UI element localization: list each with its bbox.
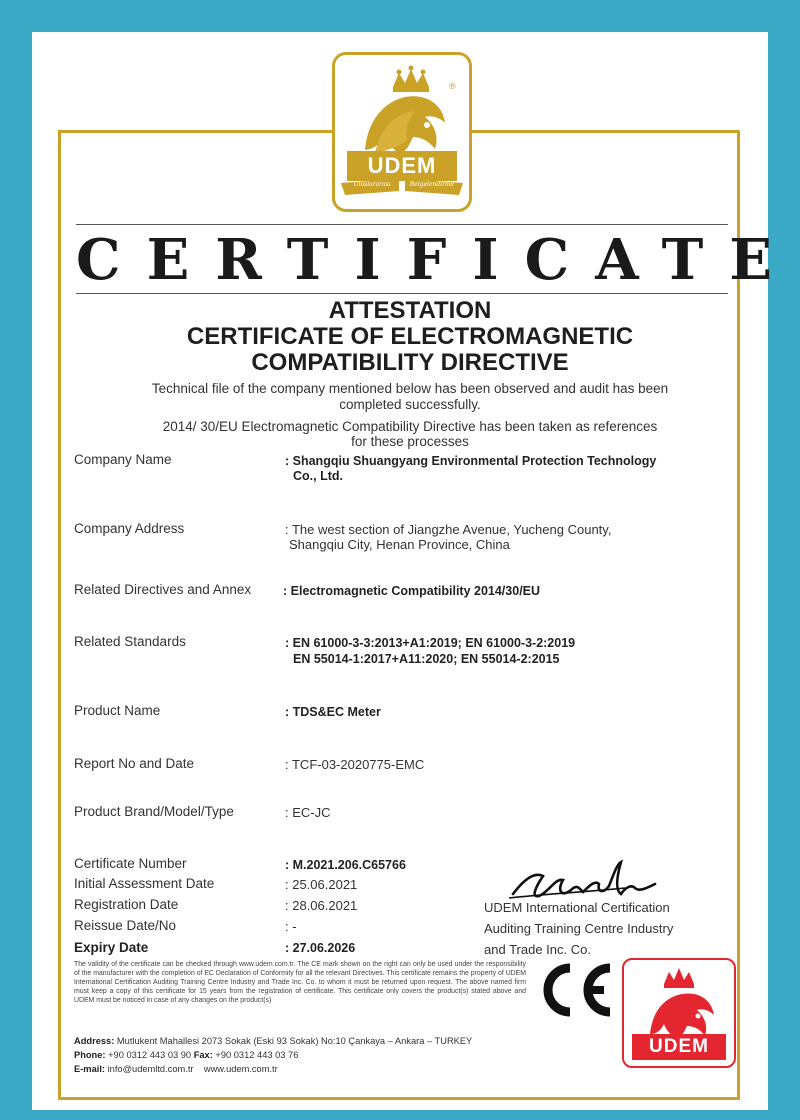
registration-date-label: Registration Date [74, 897, 179, 912]
product-name-value: : TDS&EC Meter [285, 705, 381, 719]
phone-label: Phone: [74, 1050, 106, 1060]
brand-model-value: : EC-JC [285, 805, 331, 820]
registration-date-value: : 28.06.2021 [285, 898, 358, 913]
title-rule-bottom [76, 293, 728, 294]
company-name-label: Company Name [74, 452, 172, 467]
heading-line-3: COMPATIBILITY DIRECTIVE [251, 349, 569, 376]
intro-line-1: Technical file of the company mentioned below has been observed and audit has been [151, 381, 669, 396]
expiry-label: Expiry Date [74, 940, 149, 955]
certificate-title: CERTIFICATE [76, 227, 798, 293]
logo-ribbon-right: Belgelendirme [409, 181, 455, 188]
address-value: Mutlukent Mahallesi 2073 Sokak (Eski 93 Sokak) No:10 Çankaya – Ankara – TURKEY [116, 1036, 473, 1046]
company-address-value-2: Shangqiu City, Henan Province, China [289, 537, 510, 552]
validity-fine-print: The validity of the certificate can be checked through www.udem.com.tr. The CE mark shown on the right can only be used under the responsibility of the manufacturer with the completion of EC Declaration of Conformity for all the relevant Directives. This certificate remains the property of UDEM International Certification Auditing Training Centre Industry and Trade Inc. Co. to whom it must be returned upon request. The above named firm must keep a copy of this certificate for 15 years from the registration of certificate. This certificate only covers the product(s) stated above and UDEM must be noticed in case of any changes on the product(s) [74, 961, 526, 1004]
email-value: info@udemltd.com.tr [107, 1064, 194, 1074]
contact-email-web [74, 1064, 278, 1074]
fax-value: +90 0312 443 03 76 [215, 1050, 299, 1060]
company-name-value-1: : Shangqiu Shuangyang Environmental Protection Technology [285, 454, 657, 468]
report-value: : TCF-03-2020775-EMC [285, 757, 425, 772]
standards-label: Related Standards [74, 634, 186, 649]
registered-mark: ® [449, 81, 456, 91]
address-label: Address: [74, 1036, 115, 1046]
directives-value: : Electromagnetic Compatibility 2014/30/EU [283, 584, 541, 598]
cert-number-label: Certificate Number [74, 856, 187, 871]
company-address-value-1: : The west section of Jiangzhe Avenue, Yucheng County, [285, 522, 612, 537]
initial-date-label: Initial Assessment Date [74, 876, 215, 891]
directives-label: Related Directives and Annex [74, 582, 252, 597]
issuer-line-2: Auditing Training Centre Industry [484, 921, 674, 936]
udem-logo-bottom [622, 958, 736, 1068]
brand-model-label: Product Brand/Model/Type [74, 804, 234, 819]
udem-logo-top [332, 52, 472, 212]
heading-line-1: ATTESTATION [328, 297, 492, 324]
intro-line-3: 2014/ 30/EU Electromagnetic Compatibility Directive has been taken as references [162, 419, 658, 434]
issuer-line-3: and Trade Inc. Co. [484, 942, 591, 957]
product-name-label: Product Name [74, 703, 161, 718]
ce-mark-icon [536, 960, 616, 1025]
initial-date-value: : 25.06.2021 [285, 877, 358, 892]
bottom-logo-brand-text: UDEM [649, 1036, 709, 1057]
title-rule-top [76, 224, 728, 225]
intro-line-4: for these processes [351, 434, 469, 449]
heading-line-2: CERTIFICATE OF ELECTROMAGNETIC [186, 323, 634, 350]
logo-brand-text: UDEM [367, 153, 437, 178]
intro-line-2: completed successfully. [339, 397, 481, 412]
company-address-label: Company Address [74, 521, 185, 536]
issuer-line-1: UDEM International Certification [484, 900, 670, 915]
fax-label: Fax: [193, 1050, 213, 1060]
email-label: E-mail: [74, 1064, 105, 1074]
signature-icon [505, 858, 685, 908]
cert-number-value: : M.2021.206.C65766 [285, 858, 406, 872]
reissue-label: Reissue Date/No [74, 918, 177, 933]
logo-ribbon-left: Uluslararası [353, 181, 391, 188]
contact-phone-fax [74, 1050, 298, 1060]
expiry-value: : 27.06.2026 [285, 941, 356, 955]
phone-value: +90 0312 443 03 90 [108, 1050, 192, 1060]
contact-address [74, 1036, 472, 1046]
standards-value-2: EN 55014-1:2017+A11:2020; EN 55014-2:2015 [293, 652, 560, 666]
reissue-value: : - [285, 919, 297, 934]
company-name-value-2: Co., Ltd. [293, 469, 343, 483]
report-label: Report No and Date [74, 756, 195, 771]
website-link[interactable]: www.udem.com.tr [203, 1064, 278, 1074]
standards-value-1: : EN 61000-3-3:2013+A1:2019; EN 61000-3-2:2019 [285, 636, 576, 650]
